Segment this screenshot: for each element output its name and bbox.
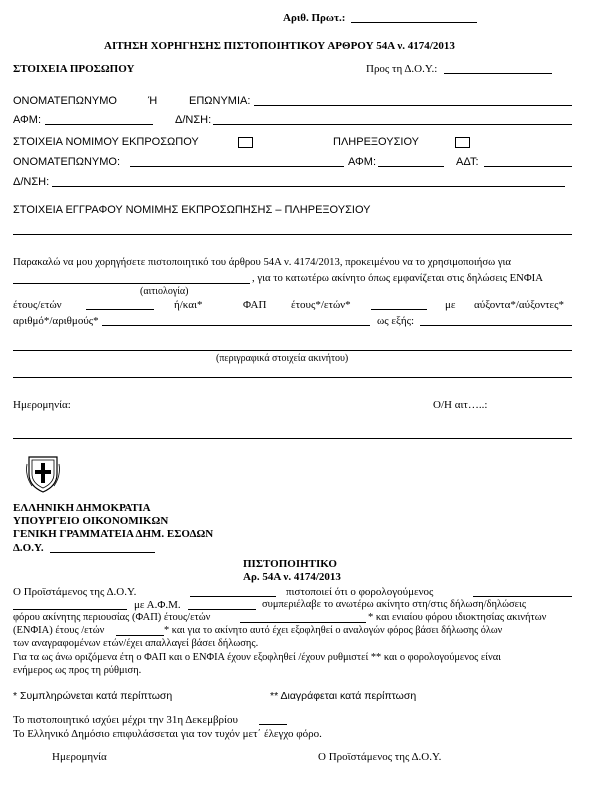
cert-head-label: Ο Προϊστάμενος της Δ.Ο.Υ.: [318, 751, 442, 763]
legal-rep-checkbox[interactable]: [238, 137, 253, 148]
address-label: Δ/ΝΣΗ:: [175, 114, 212, 126]
cert-body-l3a: φόρου ακίνητης περιουσίας (ΦΑΠ) έτους/ετών: [13, 612, 211, 623]
protocol-number-field[interactable]: [351, 22, 477, 23]
date-label: Ημερομηνία:: [13, 399, 71, 411]
org-line3: ΓΕΝΙΚΗ ΓΡΑΜΜΑΤΕΙΑ ΔΗΜ. ΕΣΟΔΩΝ: [13, 528, 214, 540]
cert-subtitle: Αρ. 54Α ν. 4174/2013: [243, 571, 341, 583]
cert-date-label: Ημερομηνία: [52, 751, 107, 763]
address-field[interactable]: [213, 124, 572, 125]
org-line4: Δ.Ο.Υ.: [13, 542, 44, 554]
doy-field[interactable]: [444, 73, 552, 74]
cert-body-l2a: με Α.Φ.Μ.: [134, 599, 181, 611]
fap-year-field[interactable]: [371, 309, 427, 310]
rep-fullname-field[interactable]: [130, 166, 344, 167]
fap-label: ΦΑΠ: [243, 299, 267, 311]
cert-title: ΠΙΣΤΟΠΟΙΗΤΙΚΟ: [243, 558, 337, 570]
cert-body-l5: των αναγραφομένων ετών/έχει απαλλαγεί βάσει δήλωσης.: [13, 638, 259, 649]
cert-note1: * Συμπληρώνεται κατά περίπτωση: [13, 690, 173, 702]
applicant-label: Ο/Η αιτ…..:: [433, 399, 488, 411]
rep-afm-field[interactable]: [378, 166, 444, 167]
request-line1: Παρακαλώ να μου χορηγήσετε πιστοποιητικό του άρθρου 54Α ν. 4174/2013, προκειμένου να το χρησιμοποιήσω για: [13, 256, 512, 268]
legal-rep-label: ΣΤΟΙΧΕΙΑ ΝΟΜΙΜΟΥ ΕΚΠΡΟΣΩΠΟΥ: [13, 136, 199, 148]
or-label: Ή: [148, 95, 158, 107]
fap-year-label: έτους*/ετών*: [291, 299, 351, 311]
form-title: ΑΙΤΗΣΗ ΧΟΡΗΓΗΣΗΣ ΠΙΣΤΟΠΟΙΗΤΙΚΟΥ ΑΡΘΡΟΥ 54Α ν. 4174/2013: [104, 40, 455, 52]
cert-fap-years-field[interactable]: [240, 622, 366, 623]
company-field[interactable]: [254, 105, 572, 106]
org-line1: ΕΛΛΗΝΙΚΗ ΔΗΜΟΚΡΑΤΙΑ: [13, 502, 151, 514]
rep-afm-label: ΑΦΜ:: [348, 156, 377, 168]
number-field[interactable]: [102, 325, 370, 326]
cert-note2: ** Διαγράφεται κατά περίπτωση: [270, 690, 417, 702]
proxy-label: ΠΛΗΡΕΞΟΥΣΙΟΥ: [333, 136, 419, 148]
reason-field[interactable]: [13, 283, 250, 284]
cert-body-l4a: (ΕΝΦΙΑ) έτους /ετών: [13, 625, 105, 636]
proxy-checkbox[interactable]: [455, 137, 470, 148]
property-field-2[interactable]: [13, 377, 572, 378]
afm-label: ΑΦΜ:: [13, 114, 42, 126]
cert-body-l1a: Ο Προϊστάμενος της Δ.Ο.Υ.: [13, 586, 137, 598]
property-caption: (περιγραφικά στοιχεία ακινήτου): [216, 353, 349, 364]
cert-validity: Το πιστοποιητικό ισχύει μέχρι την 31η Δεκεμβρίου: [13, 714, 238, 726]
ascending-label: αύξοντα*/αύξοντες*: [474, 299, 564, 311]
years-label: έτους/ετών: [13, 299, 62, 311]
cert-body-l6: Για τα ως άνω οριζόμενα έτη ο ΦΑΠ και ο ΕΝΦΙΑ έχουν εξοφληθεί /έχουν ρυθμιστεί ** και ο φορολογούμενος είναι: [13, 652, 501, 663]
cert-taxpayer-field-2[interactable]: [13, 609, 127, 610]
doc-heading: ΣΤΟΙΧΕΙΑ ΕΓΓΡΑΦΟΥ ΝΟΜΙΜΗΣ ΕΚΠΡΟΣΩΠΗΣΗΣ – ΠΛΗΡΕΞΟΥΣΙΟΥ: [13, 204, 371, 216]
rep-address-field[interactable]: [52, 186, 565, 187]
cert-enfia-years-field[interactable]: [116, 635, 164, 636]
reason-caption: (αιτιολογία): [140, 286, 189, 297]
fullname-label: ΟΝΟΜΑΤΕΠΩΝΥΜΟ: [13, 95, 117, 107]
doc-field[interactable]: [13, 234, 572, 235]
doy-label: Προς τη Δ.Ο.Υ.:: [366, 63, 438, 75]
personal-heading: ΣΤΟΙΧΕΙΑ ΠΡΟΣΩΠΟΥ: [13, 63, 135, 75]
cert-body-l7: ενήμερος ως προς τη ρύθμιση.: [13, 665, 142, 676]
and-or-label: ή/και*: [174, 299, 203, 311]
cert-body-l4b: * και για το ακίνητο αυτό έχει εξοφληθεί ο αναλογών φόρος βάσει δήλωσης όλων: [164, 625, 503, 636]
request-line2: , για το κατωτέρω ακίνητο όπως εμφανίζεται στις δηλώσεις ΕΝΦΙΑ: [252, 272, 543, 284]
cert-doy-field[interactable]: [50, 552, 155, 553]
cert-taxpayer-field[interactable]: [473, 596, 572, 597]
section-divider: [13, 438, 572, 439]
property-field-1[interactable]: [13, 350, 572, 351]
cert-body-l3b: * και ενιαίου φόρου ιδιοκτησίας ακινήτων: [368, 612, 547, 623]
afm-field[interactable]: [45, 124, 153, 125]
org-line2: ΥΠΟΥΡΓΕΙΟ ΟΙΚΟΝΟΜΙΚΩΝ: [13, 515, 169, 527]
cert-doy-name-field[interactable]: [190, 596, 276, 597]
as-follows-field[interactable]: [420, 325, 572, 326]
rep-adt-label: ΑΔΤ:: [456, 156, 479, 168]
cert-afm-field[interactable]: [188, 609, 256, 610]
company-label: ΕΠΩΝΥΜΙΑ:: [189, 95, 251, 107]
as-follows-label: ως εξής:: [377, 315, 415, 327]
rep-fullname-label: ΟΝΟΜΑΤΕΠΩΝΥΜΟ:: [13, 156, 121, 168]
cert-body-l2b: συμπεριέλαβε το ανωτέρω ακίνητο στη/στις δήλωση/δηλώσεις: [262, 599, 527, 610]
greek-coat-of-arms-icon: [24, 454, 62, 494]
protocol-number-label: Αριθ. Πρωτ.:: [283, 12, 346, 24]
cert-body-l1b: πιστοποιεί ότι ο φορολογούμενος: [286, 586, 434, 598]
rep-address-label: Δ/ΝΣΗ:: [13, 176, 50, 188]
cert-validity-year-field[interactable]: [259, 724, 287, 725]
with-label: με: [445, 299, 456, 311]
number-label: αριθμό*/αριθμούς*: [13, 315, 99, 327]
cert-reserve: Το Ελληνικό Δημόσιο επιφυλάσσεται για τον τυχόν μετ΄ έλεγχο φόρο.: [13, 728, 322, 740]
rep-adt-field[interactable]: [484, 166, 572, 167]
years-field[interactable]: [86, 309, 154, 310]
